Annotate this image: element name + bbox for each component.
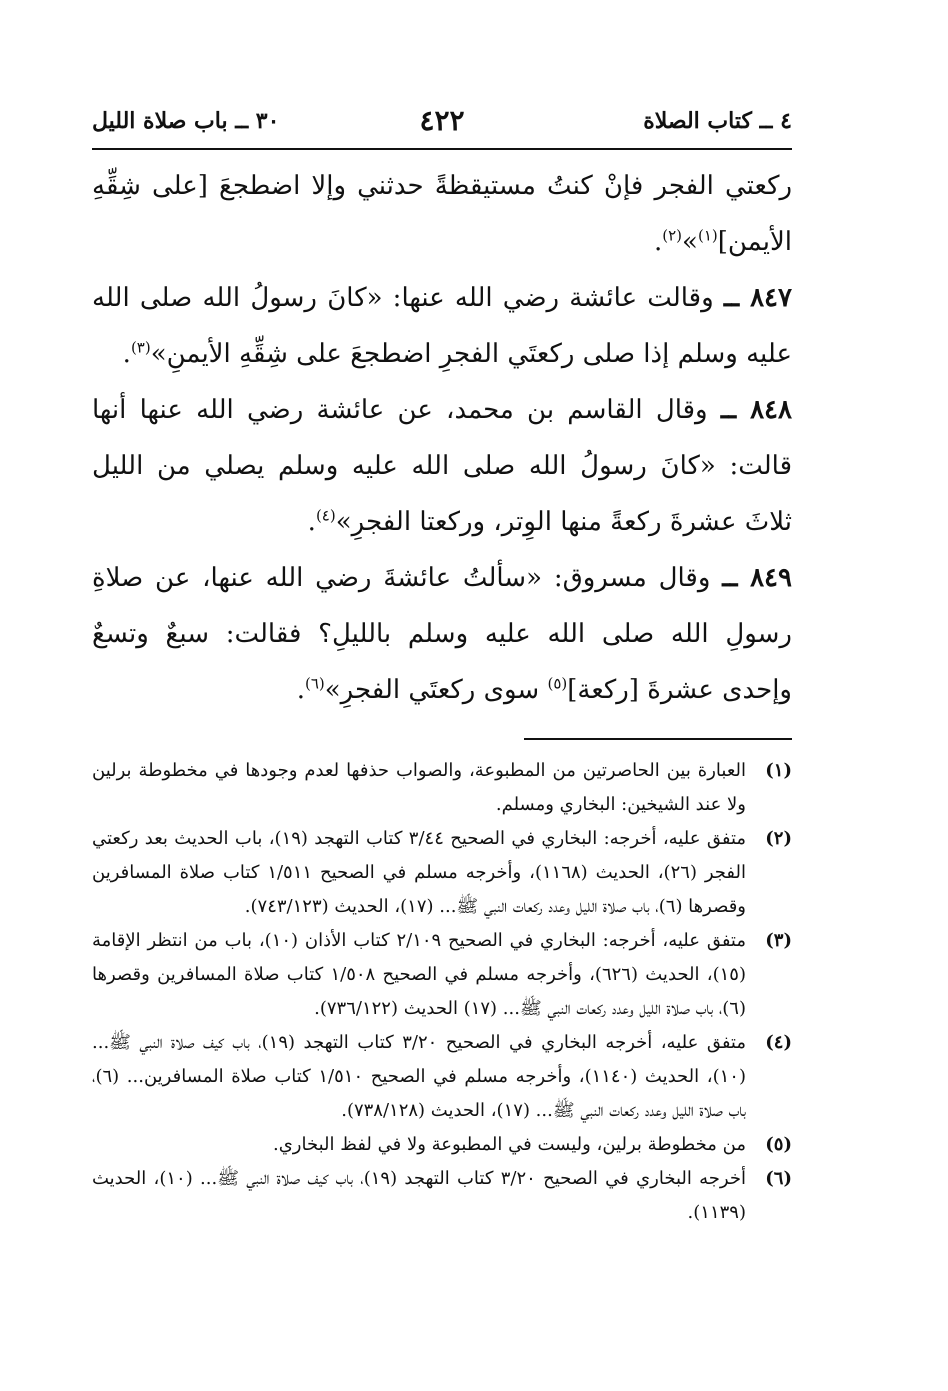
footnote-ref[interactable]: (٥) <box>547 674 568 693</box>
footnote-6 <box>92 1162 792 1230</box>
quote-close: » <box>682 227 698 257</box>
paragraph-end: . <box>296 675 305 705</box>
book-page <box>92 104 792 1230</box>
footnote-number: (٣) <box>765 930 792 951</box>
footnote-text: العبارة بين الحاصرتين من المطبوعة، والصواب حذفها لعدم وجودها في مخطوطة برلين ولا عند الشيخين: البخاري ومسلم. <box>92 760 746 815</box>
paragraph-text: وقالت عائشة رضي الله عنها: «كانَ رسولُ الله صلى الله عليه وسلم إذا صلى ركعتَي الفجرِ اضطجعَ على شِقِّهِ الأيمنِ» <box>92 283 792 369</box>
hadith-number: ٨٤٨ ــ <box>720 395 792 425</box>
footnote-3 <box>92 924 792 1026</box>
footnote-number: (٥) <box>765 1134 792 1155</box>
hadith-847 <box>92 270 792 382</box>
paragraph-end: . <box>307 507 316 537</box>
footnote-1 <box>92 754 792 822</box>
paragraph-text: وقال القاسم بن محمد، عن عائشة رضي الله عنها أنها قالت: «كانَ رسولُ الله صلى الله عليه وسلم يصلي من الليل ثلاثَ عشرةَ ركعةً منها الوِتر، وركعتا الفجرِ» <box>92 395 792 537</box>
paragraph-end: . <box>122 339 131 369</box>
page-header <box>92 104 792 150</box>
footnote-text: أخرجه البخاري في الصحيح ٣/٢٠ كتاب التهجد (١٩)، باب كيف صلاة النبي ﷺ... (١٠)، الحديث (١١٣٩). <box>92 1168 746 1223</box>
footnote-ref[interactable]: (٢) <box>662 226 683 245</box>
footnote-ref[interactable]: (١) <box>697 226 718 245</box>
hadith-number: ٨٤٩ ــ <box>722 563 792 593</box>
footnote-4 <box>92 1026 792 1128</box>
chapter-title: ٤ ــ كتاب الصلاة <box>643 108 792 134</box>
hadith-849 <box>92 550 792 718</box>
footnote-ref[interactable]: (٤) <box>315 506 336 525</box>
section-title: ٣٠ ــ باب صلاة الليل <box>92 108 280 134</box>
hadith-number: ٨٤٧ ــ <box>723 283 792 313</box>
footnotes <box>92 754 792 1230</box>
footnote-number: (٤) <box>765 1032 792 1053</box>
footnote-divider <box>524 738 792 740</box>
footnote-2 <box>92 822 792 924</box>
footnote-text: من مخطوطة برلين، وليست في المطبوعة ولا في لفظ البخاري. <box>272 1134 746 1155</box>
paragraph-text: ركعتي الفجر فإنْ كنتُ مستيقظةً حدثني وإلا اضطجعَ [على شِقِّهِ الأيمن] <box>92 171 793 257</box>
footnote-5 <box>92 1128 792 1162</box>
footnote-text: متفق عليه، أخرجه: البخاري في الصحيح ٣/٤٤ كتاب التهجد (١٩)، باب الحديث بعد ركعتي الفجر (٢٦)، الحديث (١١٦٨)، وأخرجه مسلم في الصحيح ١/٥١١ كتاب صلاة المسافرين وقصرها (٦)، باب صلاة الليل وعدد ركعات النبي ﷺ... (١٧)، الحديث (٧٤٣/١٢٣). <box>92 828 747 917</box>
main-text <box>92 158 792 718</box>
footnote-text: متفق عليه، أخرجه: البخاري في الصحيح ٢/١٠٩ كتاب الأذان (١٠)، باب من انتظر الإقامة (١٥)، الحديث (٦٢٦)، وأخرجه مسلم في الصحيح ١/٥٠٨ كتاب صلاة المسافرين وقصرها (٦)، باب صلاة الليل وعدد ركعات النبي ﷺ... (١٧) الحديث (٧٣٦/١٢٢). <box>92 930 747 1019</box>
paragraph-tail: سوى ركعتَي الفجرِ» <box>324 675 548 705</box>
paragraph-continuation <box>92 158 792 270</box>
footnote-number: (٢) <box>765 828 792 849</box>
hadith-848 <box>92 382 792 550</box>
footnote-number: (١) <box>765 760 792 781</box>
footnote-ref[interactable]: (٣) <box>130 338 151 357</box>
page-number: ٤٢٢ <box>419 104 465 137</box>
footnote-ref[interactable]: (٦) <box>304 674 325 693</box>
footnote-number: (٦) <box>765 1168 792 1189</box>
footnote-text: متفق عليه، أخرجه البخاري في الصحيح ٣/٢٠ كتاب التهجد (١٩)، باب كيف صلاة النبي ﷺ... (١٠)، الحديث (١١٤٠)، وأخرجه مسلم في الصحيح ١/٥١٠ كتاب صلاة المسافرين... (٦)، باب صلاة الليل وعدد ركعات النبي ﷺ... (١٧)، الحديث (٧٣٨/١٢٨). <box>92 1032 747 1121</box>
paragraph-end: . <box>653 227 663 257</box>
paragraph-text: وقال مسروق: «سألتُ عائشةَ رضي الله عنها، عن صلاةِ رسولِ الله صلى الله عليه وسلم بالليلِ؟ فقالت: سبعٌ وتسعٌ وإحدى عشرةَ [ركعة] <box>92 563 792 705</box>
